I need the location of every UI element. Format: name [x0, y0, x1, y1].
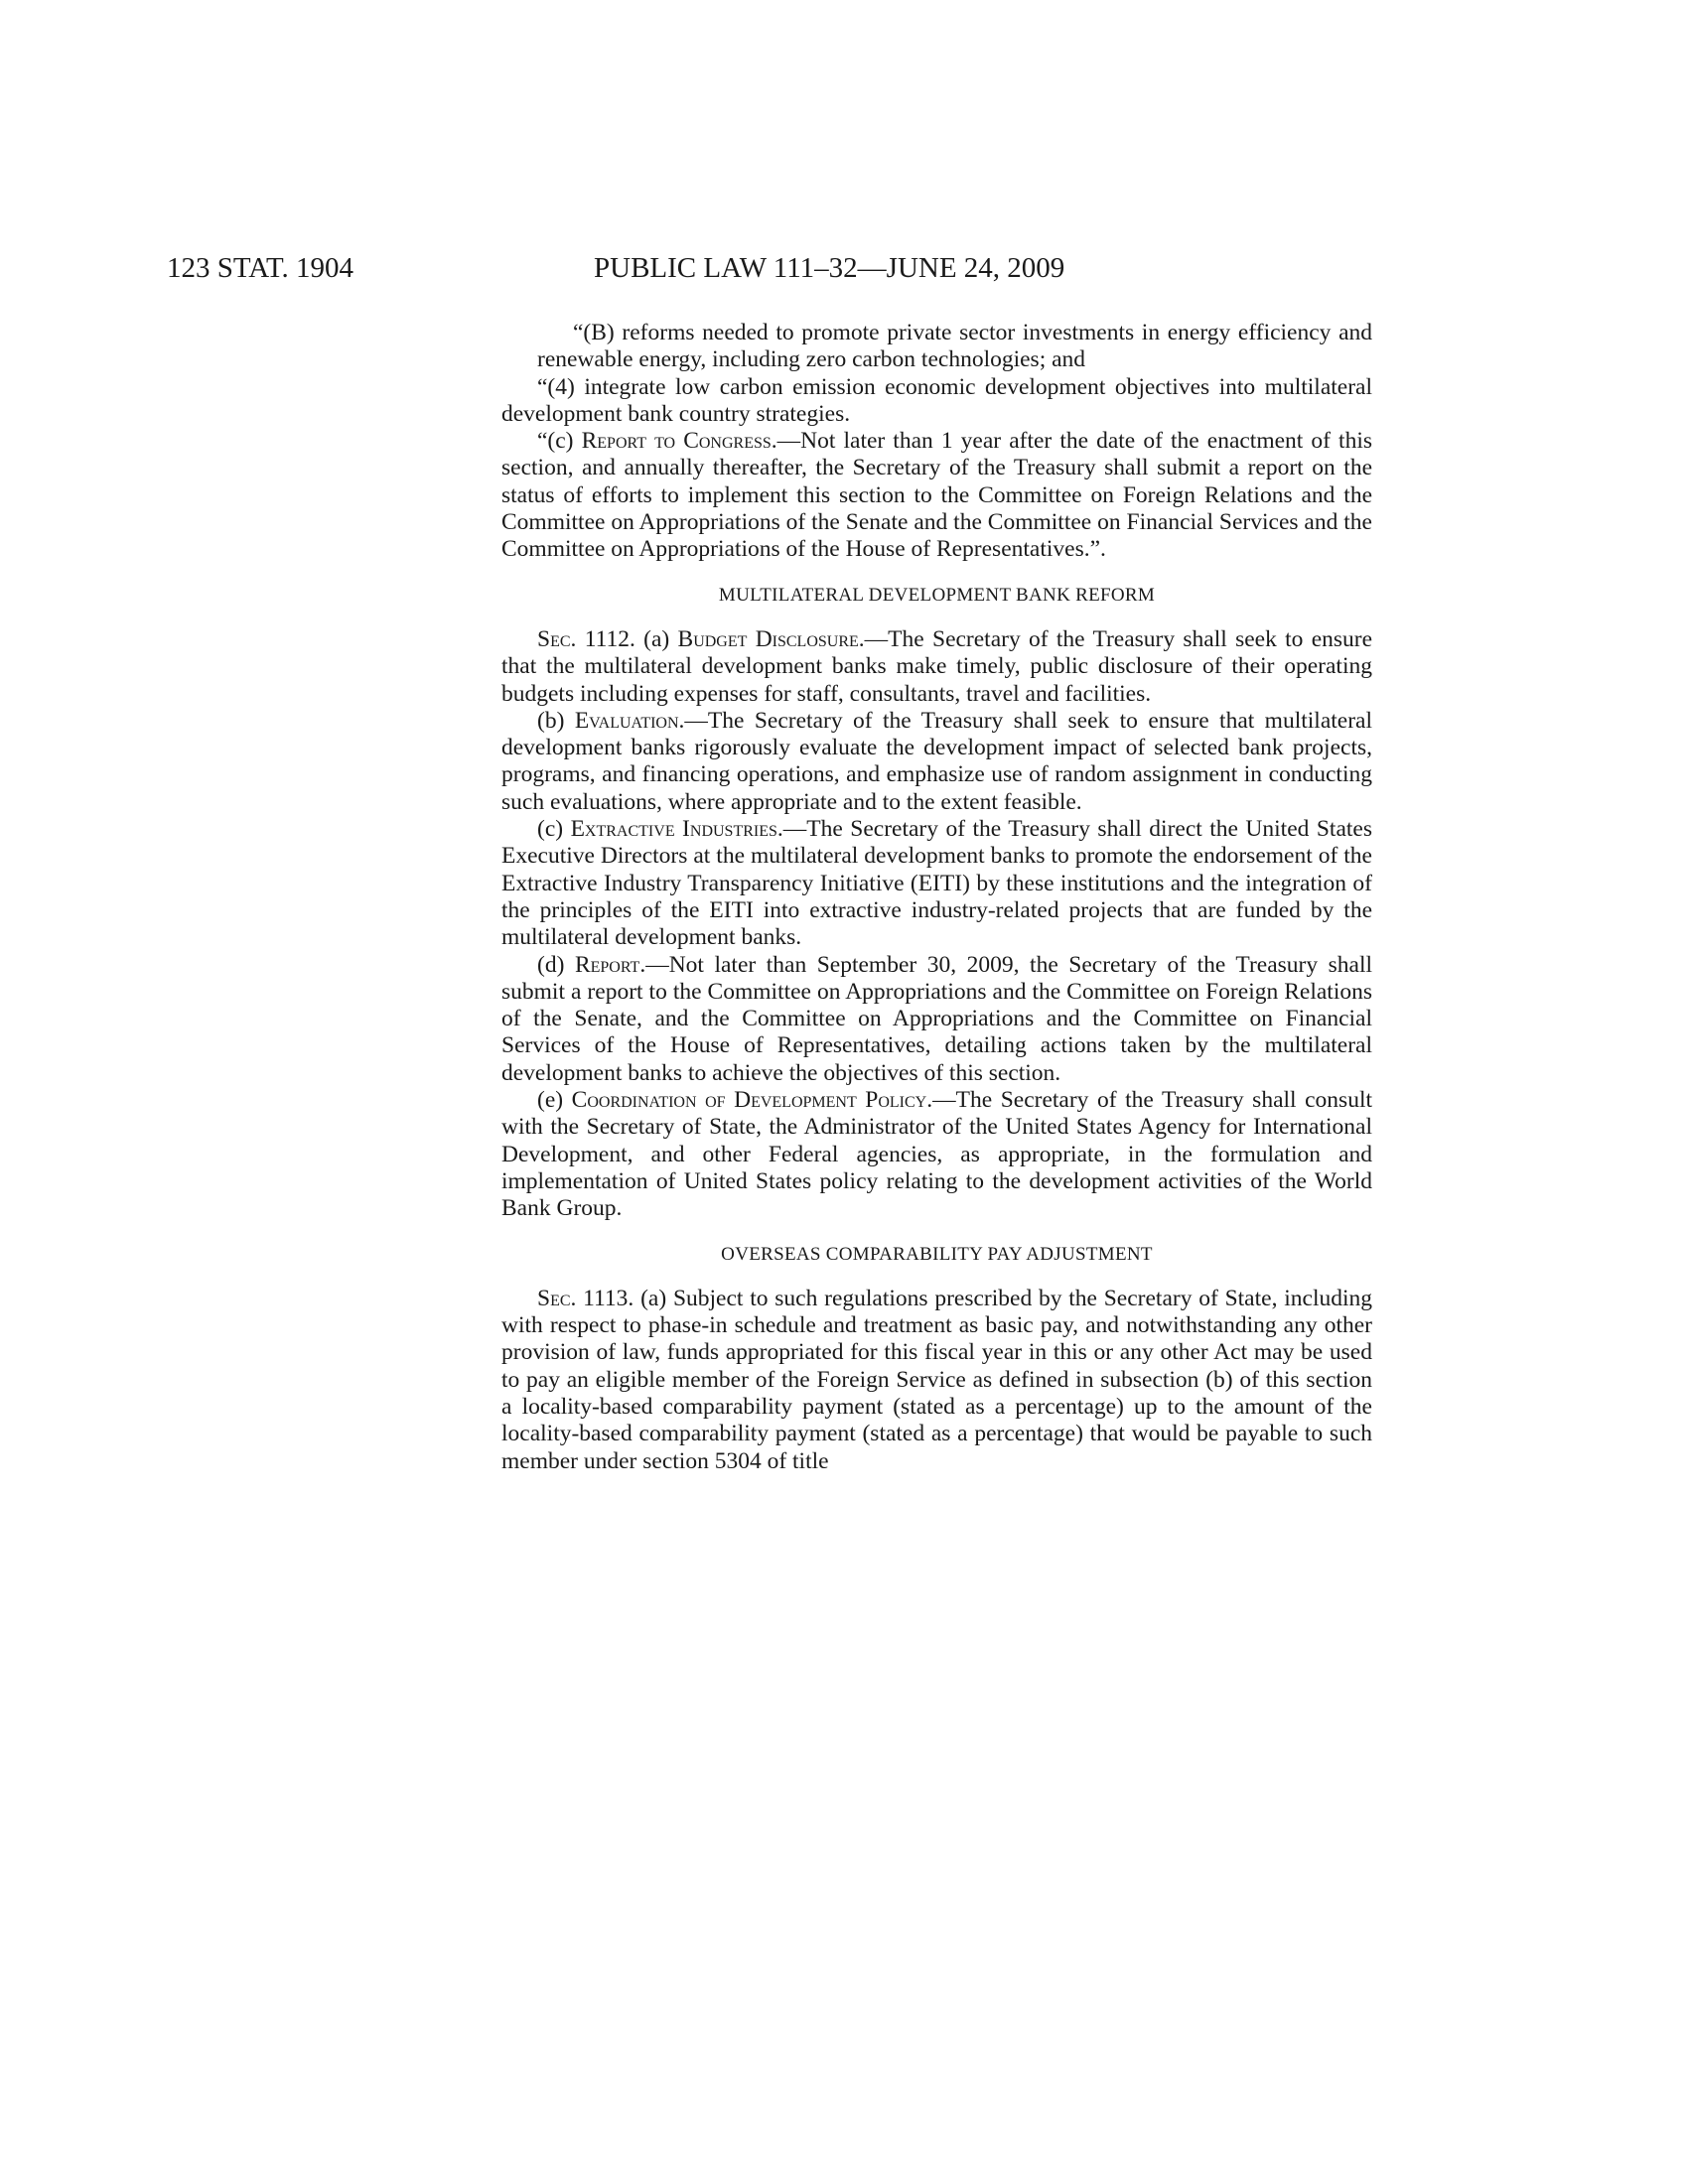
public-law-citation: PUBLIC LAW 111–32—JUNE 24, 2009 — [594, 252, 1065, 284]
section-1112-d — [501, 952, 1372, 1087]
section-1112-b-text: —The Secretary of the Treasury shall seek to ensure that multilateral development banks rigorously evaluate the development impact of selected bank projects, programs, and financing operations, and emphasize use of random assignment in conducting such evaluations, where appropriate and to the extent feasible. — [501, 707, 1372, 815]
section-1112-label: Sec. — [537, 625, 577, 652]
section-1112-d-text: —Not later than September 30, 2009, the Secretary of the Treasury shall submit a report to the Committee on Appropriations and the Committee on Foreign Relations of the Senate, and the Committee on Appropriations and the Committee on Financial Services of the House of Representatives, detailing actions taken by the multilateral development banks to achieve the objectives of this section. — [501, 951, 1373, 1086]
section-1112-a-heading: Budget Disclosure. — [677, 625, 865, 652]
running-head — [167, 248, 1372, 288]
section-1112-b-heading: Evaluation. — [574, 707, 685, 734]
section-1112-d-prefix: (d) — [537, 951, 565, 978]
section-1113-label: Sec. — [537, 1285, 577, 1311]
section-1112-e-heading: Coordination of Development Policy. — [571, 1087, 933, 1114]
section-1113-number: 1113. — [583, 1285, 634, 1311]
section-1113-a-text: (a) Subject to such regulations prescribed by the Secretary of State, including with respect to phase-in schedule and treatment as basic pay, and notwithstanding any other provision of law, funds appropriated for this fiscal year in this or any other Act may be used to pay an eligible member of the Foreign Service as defined in subsection (b) of this section a locality-based comparability payment (stated as a percentage) up to the amount of the locality-based comparability payment (stated as a percentage) that would be payable to such member under section 5304 of title — [501, 1285, 1372, 1474]
stat-citation: 123 STAT. 1904 — [167, 252, 354, 284]
section-1112-b-prefix: (b) — [537, 707, 565, 734]
section-1112-a — [501, 626, 1372, 708]
paragraph-c-heading: Report to Congress. — [581, 428, 777, 455]
paragraph-4-integrate: “(4) integrate low carbon emission economic development objectives into multilateral development bank country strategies. — [501, 373, 1372, 427]
paragraph-c-report-to-congress — [501, 428, 1372, 563]
section-1112-a-text: —The Secretary of the Treasury shall seek to ensure that the multilateral development banks make timely, public disclosure of their operating budgets including expenses for staff, consultants, travel and facilities. — [501, 625, 1373, 707]
section-1113-a — [501, 1286, 1372, 1475]
section-1112-number: 1112. — [584, 625, 635, 652]
section-1112-b — [501, 708, 1372, 816]
section-1112-a-prefix: (a) — [643, 625, 670, 652]
paragraph-c-text: —Not later than 1 year after the date of the enactment of this section, and annually thereafter, the Secretary of the Treasury shall submit a report on the status of efforts to implement this section to the Committee on Foreign Relations and the Committee on Appropriations of the Senate and the Committee on Financial Services and the Committee on Appropriations of the House of Representatives.”. — [501, 428, 1373, 563]
section-1113-heading: OVERSEAS COMPARABILITY PAY ADJUSTMENT — [721, 1243, 1153, 1265]
section-1112-c-text: —The Secretary of the Treasury shall direct the United States Executive Directors at the multilateral development banks to promote the endorsement of the Extractive Industry Transparency Initiative (EITI) by these institutions and the integration of the principles of the EITI into extractive industry-related projects that are funded by the multilateral development banks. — [501, 816, 1372, 951]
section-1112-e — [501, 1087, 1372, 1222]
section-1112-e-prefix: (e) — [537, 1087, 564, 1114]
section-1112-d-heading: Report. — [574, 951, 646, 978]
document-body — [501, 320, 1372, 1475]
section-1112-c — [501, 816, 1372, 951]
section-1112-heading: MULTILATERAL DEVELOPMENT BANK REFORM — [718, 584, 1156, 606]
paragraph-b-reforms: “(B) reforms needed to promote private sector investments in energy efficiency and renewable energy, including zero carbon technologies; and — [537, 320, 1372, 373]
section-1112-c-heading: Extractive Industries. — [570, 816, 783, 843]
paragraph-c-prefix: “(c) — [537, 428, 574, 455]
section-1112-e-text: —The Secretary of the Treasury shall consult with the Secretary of State, the Administrator of the United States Agency for International Development, and other Federal agencies, as appropriate, in the formulation and implementation of United States policy relating to the development activities of the World Bank Group. — [501, 1087, 1372, 1222]
section-1112-c-prefix: (c) — [537, 816, 564, 843]
